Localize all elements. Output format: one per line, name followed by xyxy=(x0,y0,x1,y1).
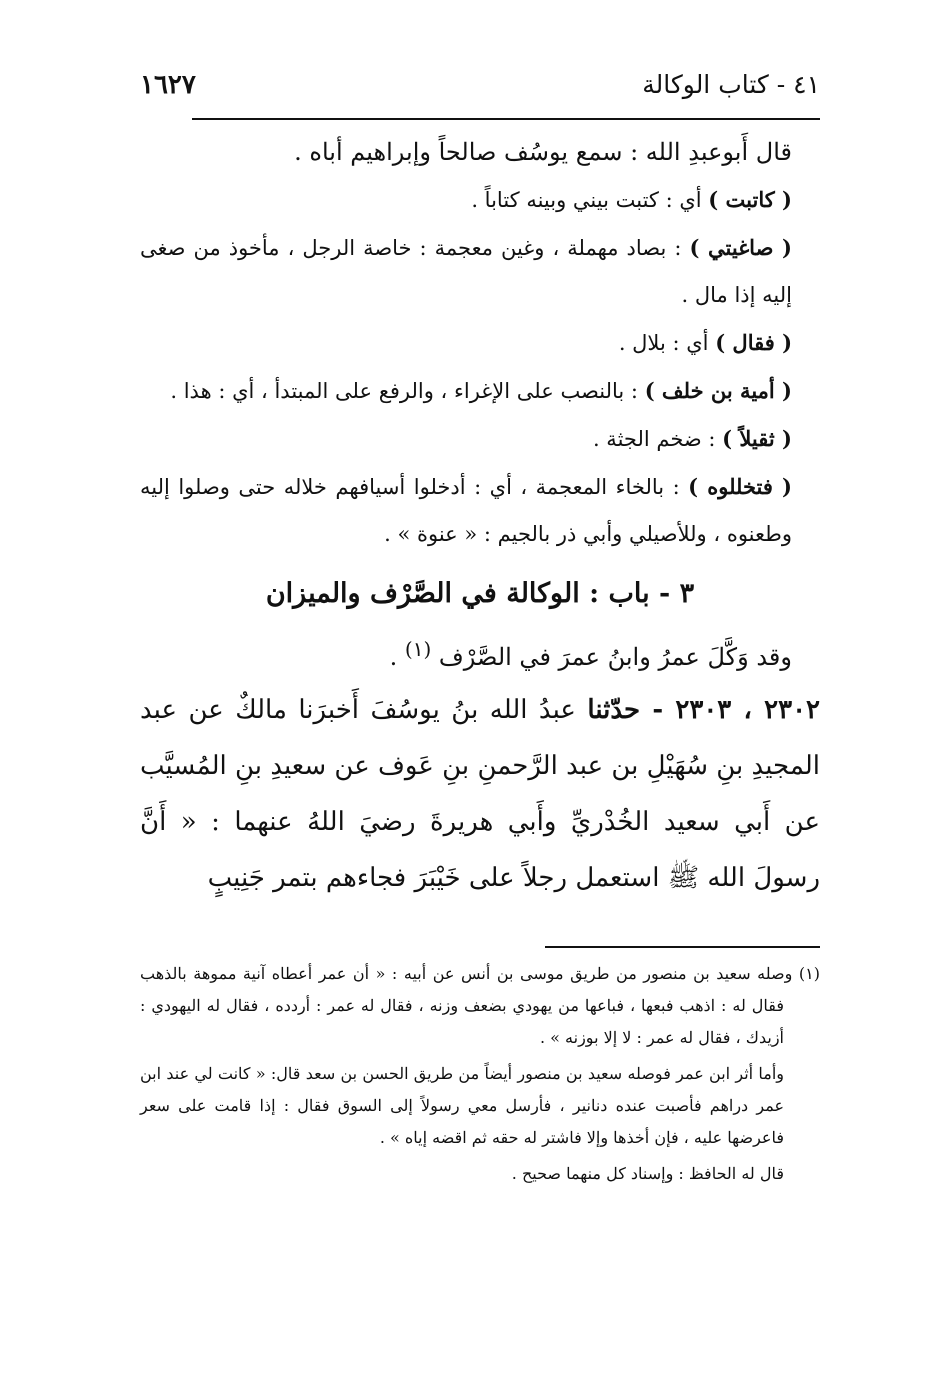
gloss-text: : بصاد مهملة ، وغين معجمة : خاصة الرجل ، مأخوذ من صغى إليه إذا مال . xyxy=(140,236,792,307)
paragraph-abu-abdallah: قال أَبوعبدِ الله : سمع يوسُف صالحاً وإبراهيم أباه . xyxy=(294,138,792,166)
main-text xyxy=(140,128,820,906)
footnote-1-hafiz: قال له الحافظ : وإسناد كل منهما صحيح . xyxy=(511,1164,784,1183)
gloss-text: أي : كتبت بيني وبينه كتاباً . xyxy=(471,188,709,212)
gloss-text: أي : بلال . xyxy=(618,331,716,355)
gloss-umayya xyxy=(140,367,820,415)
hadith-number: ٢٣٠٢ ، ٢٣٠٣ - حدّثنا xyxy=(587,695,821,725)
footnotes xyxy=(140,958,820,1190)
hadith-text: عبدُ الله بنُ يوسُفَ أَخبرَنا مالكٌ عن عبد المجيدِ بنِ سُهَيْلِ بن عبد الرَّحمنِ بنِ عَوف عن سعيدِ بنِ المُسيَّب عن أَبي سعيد الخُدْريِّ وأَبي هريرةَ رضيَ اللهُ عنهما : « أَنَّ رسولَ الله ﷺ استعمل رجلاً على خَيْبَرَ فجاءهم بتمر جَنِيبٍ xyxy=(140,695,820,893)
gloss-term: ( فتخللوه ) xyxy=(688,474,792,499)
page-header xyxy=(140,66,820,112)
header-rule xyxy=(192,118,820,120)
hadith-paragraph xyxy=(140,682,820,906)
chapter-title: ٤١ - كتاب الوكالة xyxy=(642,70,820,99)
gloss-term: ( فقال ) xyxy=(715,330,792,355)
gloss-text: : بالنصب على الإغراء ، والرفع على المبتدأ ، أي : هذا . xyxy=(170,379,645,403)
gloss-thaqilan xyxy=(140,415,820,463)
section-heading: ٣ - باب : الوكالة في الصَّرْف والميزان xyxy=(265,578,695,609)
tarjama-text: وقد وَكَّلَ عمرُ وابنُ عمرَ في الصَّرْف xyxy=(438,643,792,671)
tarjama-end: . xyxy=(389,643,405,671)
gloss-text: : ضخم الجثة . xyxy=(592,427,723,451)
chapter-tarjama xyxy=(140,624,820,682)
gloss-faqala xyxy=(140,319,820,367)
footnote-marker: (١) xyxy=(798,964,820,983)
footnote-1-ibn-umar: وأما أثر ابن عمر فوصله سعيد بن منصور أيضاً من طريق الحسن بن سعد قال: « كانت لي عند ابن عمر دراهم فأصبت عنده دنانير ، فأرسل معي رسولاً إلى السوق فقال : إذا قامت على سعر فاعرضها عليه ، فإن أخذها وإلا فاشتر له حقه ثم اقضه إياه » . xyxy=(140,1064,784,1147)
footnote-ref: (١) xyxy=(404,637,432,661)
gloss-term: ( ثقيلاً ) xyxy=(722,426,792,451)
footnote-1 xyxy=(140,958,820,1054)
gloss-text: : بالخاء المعجمة ، أي : أدخلوا أسيافهم خلاله حتى وصلوا إليه وطعنوه ، وللأصيلي وأبي ذر بالجيم : « عنوة » . xyxy=(140,475,792,546)
gloss-term: ( صاغيتي ) xyxy=(689,235,792,260)
gloss-term: ( أمية بن خلف ) xyxy=(644,378,792,403)
gloss-katabtu xyxy=(140,176,820,224)
footnote-text: وصله سعيد بن منصور من طريق موسى بن أنس عن أبيه : « أن عمر أعطاه آنية مموهة بالذهب فقال له : اذهب فبعها ، فباعها من يهودي بضعف وزنه ، فقال له عمر : أردده ، فقال له اليهودي : أزيدك ، فقال له عمر : لا إلا بوزنه » . xyxy=(140,964,799,1047)
page-number: ١٦٢٧ xyxy=(140,70,196,100)
footnote-rule xyxy=(545,946,820,948)
gloss-fatakhallaluh xyxy=(140,463,820,558)
gloss-saghiyati xyxy=(140,224,820,319)
gloss-term: ( كاتبت ) xyxy=(708,187,792,212)
